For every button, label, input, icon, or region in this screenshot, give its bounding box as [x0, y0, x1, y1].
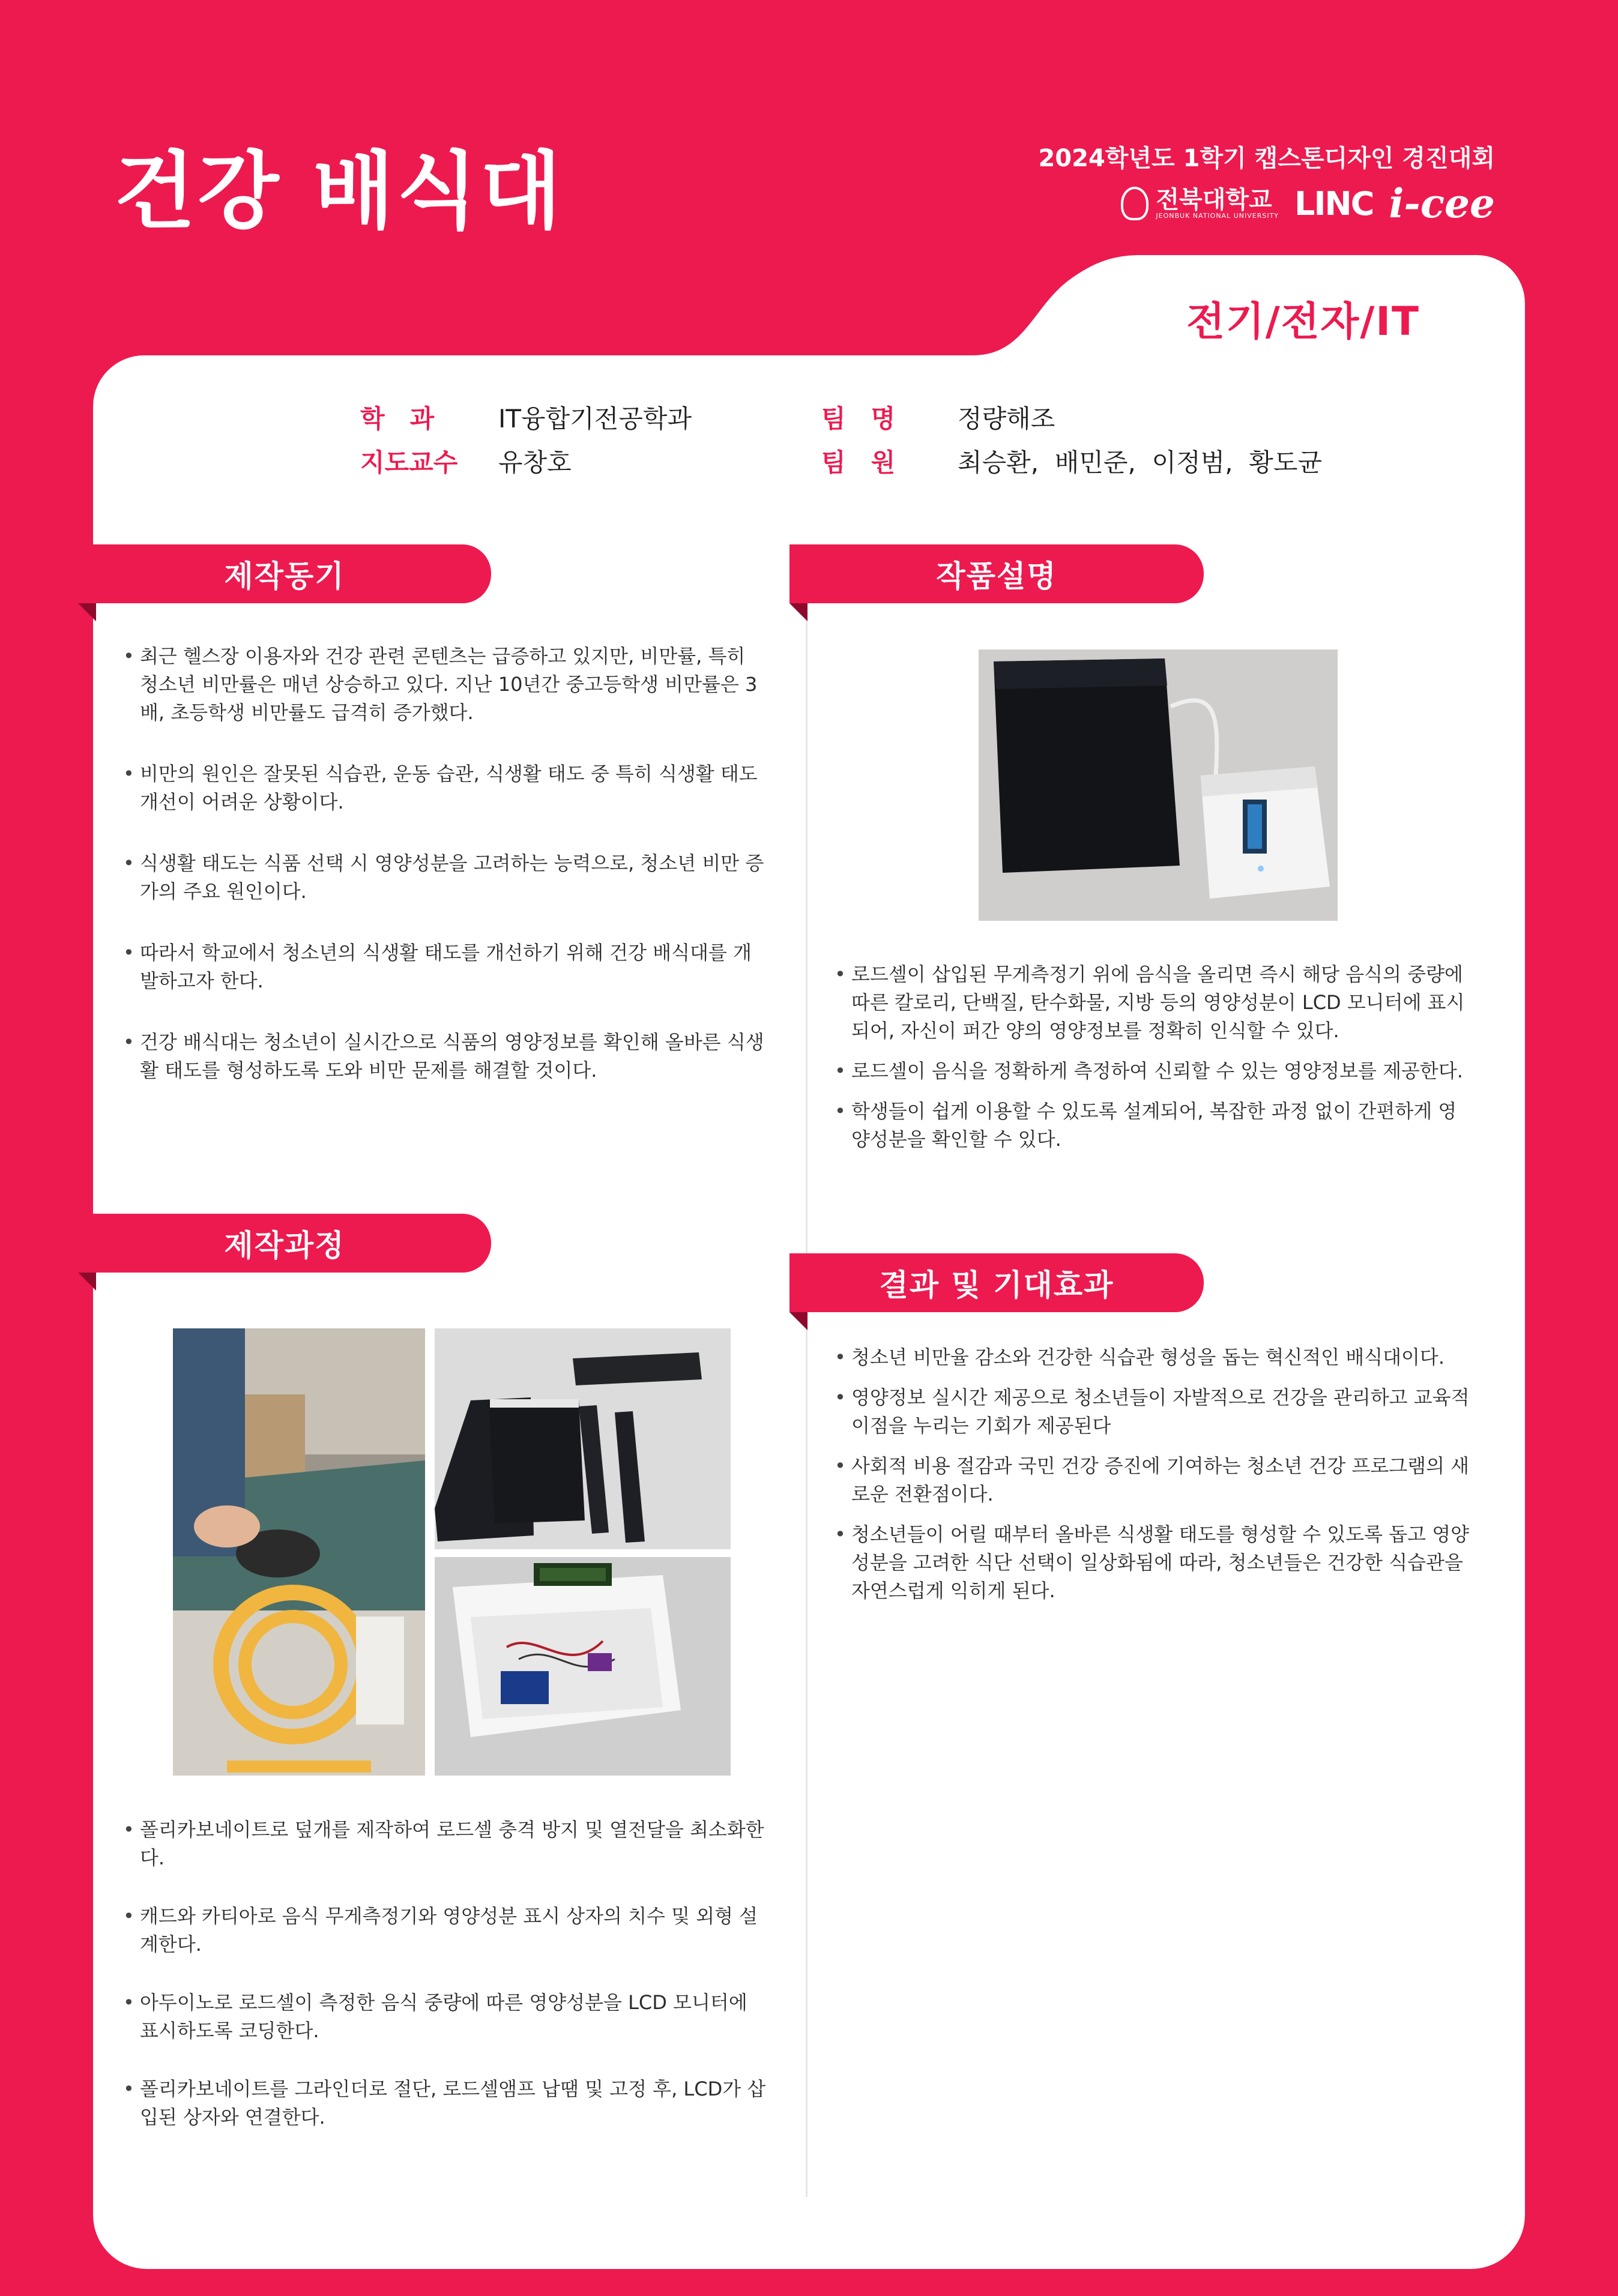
- column-divider: [806, 606, 807, 2197]
- product-photo: [979, 649, 1338, 921]
- university-name-en: JEONBUK NATIONAL UNIVERSITY: [1156, 211, 1279, 220]
- list-item: • 영양정보 실시간 제공으로 청소년들이 자발적으로 건강을 관리하고 교육적 이점을 누리는 기회가 제공된다: [835, 1384, 1471, 1440]
- members-value: 최승환, 배민준, 이정범, 황도균: [958, 448, 1323, 477]
- list-item: • 사회적 비용 절감과 국민 건강 증진에 기여하는 청소년 건강 프로그램의 새로운 전환점이다.: [835, 1452, 1471, 1508]
- icee-logo: i-cee: [1389, 180, 1495, 227]
- contest-name: 2024학년도 1학기 캡스톤디자인 경진대회: [1038, 145, 1495, 172]
- list-item: • 폴리카보네이트로 덮개를 제작하여 로드셀 충격 방지 및 열전달을 최소화한다.: [123, 1816, 771, 1872]
- description-list: [835, 960, 1471, 1154]
- page-title: 건강 배식대: [114, 143, 564, 241]
- section-header-results: 결과 및 기대효과: [789, 1253, 1204, 1312]
- department-value: IT융합기전공학과: [498, 404, 692, 433]
- process-photo-electronics: [435, 1557, 731, 1776]
- university-logo: [1121, 187, 1279, 220]
- list-item: • 폴리카보네이트를 그라인더로 절단, 로드셀앰프 납땜 및 고정 후, LCD가 삽입된 상자와 연결한다.: [123, 2075, 771, 2132]
- motivation-list: [123, 642, 765, 1085]
- university-seal-icon: [1121, 187, 1149, 220]
- list-item: • 아두이노로 로드셀이 측정한 음식 중량에 따른 영양성분을 LCD 모니터에 표시하도록 코딩한다.: [123, 1989, 771, 2045]
- list-item: • 따라서 학교에서 청소년의 식생활 태도를 개선하기 위해 건강 배식대를 개발하고자 한다.: [123, 939, 765, 995]
- list-item: • 캐드와 카티아로 음식 무게측정기와 영양성분 표시 상자의 치수 및 외형 설계한다.: [123, 1902, 771, 1959]
- university-name: 전북대학교: [1156, 185, 1272, 214]
- list-item: • 건강 배식대는 청소년이 실시간으로 식품의 영양정보를 확인해 올바른 식생활 태도를 형성하도록 도와 비만 문제를 해결할 것이다.: [123, 1028, 765, 1085]
- sponsor-logos: [1121, 180, 1495, 227]
- list-item: • 최근 헬스장 이용자와 건강 관련 콘텐츠는 급증하고 있지만, 비만률, 특히 청소년 비만률은 매년 상승하고 있다. 지난 10년간 중고등학생 비만률은 3배, 초등학생 비만률도 급격히 증가했다.: [123, 642, 765, 727]
- list-item: • 학생들이 쉽게 이용할 수 있도록 설계되어, 복잡한 과정 없이 간편하게 영양성분을 확인할 수 있다.: [835, 1097, 1471, 1154]
- list-item: • 청소년들이 어릴 때부터 올바른 식생활 태도를 형성할 수 있도록 돕고 영양성분을 고려한 식단 선택이 일상화됨에 따라, 청소년들은 건강한 식습관을 자연스럽게 익히게 된다.: [835, 1520, 1471, 1605]
- advisor-value: 유창호: [498, 448, 572, 477]
- process-photo-grinding: [173, 1328, 425, 1776]
- list-item: • 비만의 원인은 잘못된 식습관, 운동 습관, 식생활 태도 중 특히 식생활 태도 개선이 어려운 상황이다.: [123, 760, 765, 816]
- results-list: [835, 1343, 1471, 1605]
- team-value: 정량해조: [958, 404, 1055, 433]
- list-item: • 로드셀이 음식을 정확하게 측정하여 신뢰할 수 있는 영양정보를 제공한다.: [835, 1057, 1471, 1085]
- category-label: 전기/전자/IT: [1186, 298, 1420, 345]
- section-header-motivation: 제작동기: [78, 544, 491, 603]
- list-item: • 식생활 태도는 식품 선택 시 영양성분을 고려하는 능력으로, 청소년 비만 증가의 주요 원인이다.: [123, 849, 765, 906]
- process-list: [123, 1816, 771, 2132]
- members-label: 팀 원: [821, 448, 896, 477]
- section-header-description: 작품설명: [789, 544, 1204, 603]
- list-item: • 청소년 비만율 감소와 건강한 식습관 형성을 돕는 혁신적인 배식대이다.: [835, 1343, 1471, 1372]
- list-item: • 로드셀이 삽입된 무게측정기 위에 음식을 올리면 즉시 해당 음식의 중량에 따른 칼로리, 단백질, 탄수화물, 지방 등의 영양성분이 LCD 모니터에 표시되어, 자신이 퍼간 양의 영양정보를 정확히 인식할 수 있다.: [835, 960, 1471, 1045]
- department-label: 학 과: [360, 404, 435, 433]
- process-photo-panels: [435, 1328, 731, 1549]
- linc-logo: LINC: [1294, 184, 1374, 223]
- team-label: 팀 명: [821, 404, 896, 433]
- advisor-label: 지도교수: [360, 448, 458, 477]
- section-header-process: 제작과정: [78, 1214, 491, 1273]
